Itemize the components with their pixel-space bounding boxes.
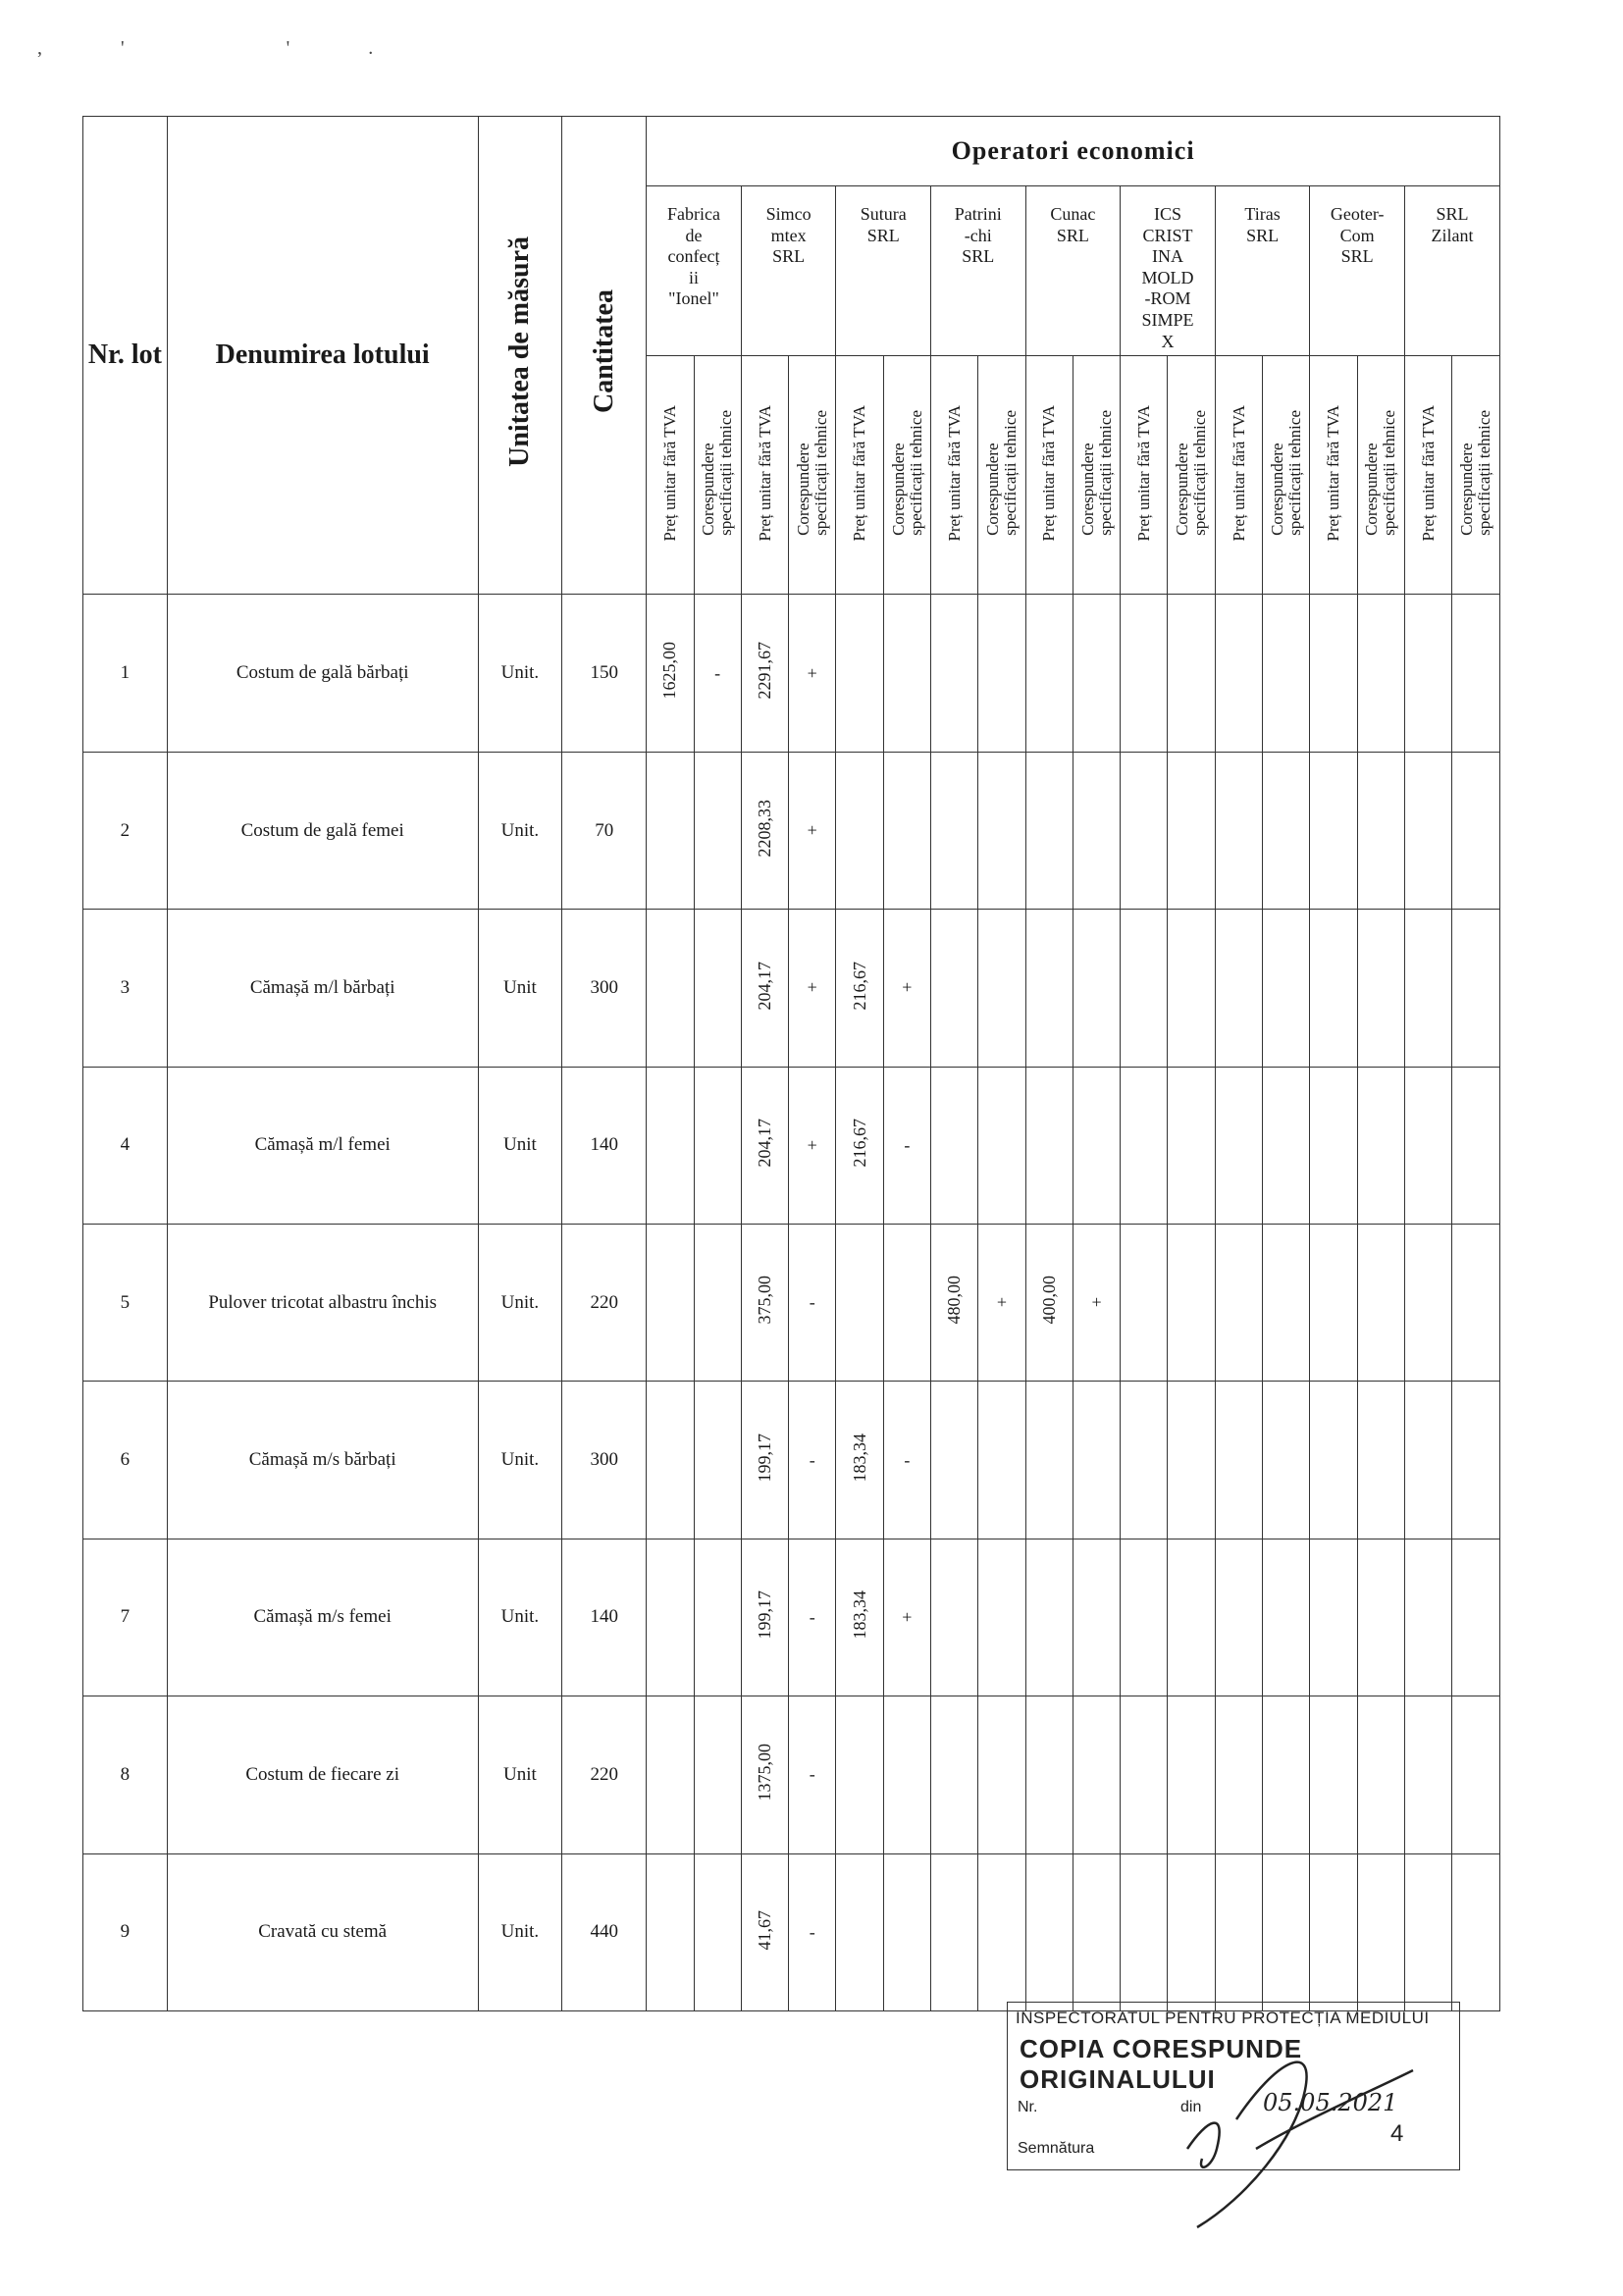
unit-price-cell: 1375,00 — [741, 1696, 788, 1853]
spec-compliance-cell — [1168, 1696, 1215, 1853]
lot-unit: Unit — [478, 1067, 562, 1224]
unit-price-cell — [931, 1382, 978, 1539]
unit-price-cell — [931, 752, 978, 909]
spec-compliance-cell — [1452, 1853, 1500, 2010]
unit-price-cell — [931, 1853, 978, 2010]
page-number: 4 — [1390, 2120, 1404, 2147]
unit-price-cell — [836, 752, 883, 909]
spec-compliance-cell — [883, 595, 930, 752]
spec-compliance-cell: - — [789, 1696, 836, 1853]
lot-quantity: 440 — [562, 1853, 647, 2010]
unit-price-cell — [1025, 1382, 1073, 1539]
unit-price-cell — [931, 1539, 978, 1696]
spec-compliance-cell — [1263, 1539, 1310, 1696]
spec-compliance-cell — [978, 1539, 1025, 1696]
spec-compliance-cell: - — [883, 1382, 930, 1539]
lot-quantity: 300 — [562, 910, 647, 1067]
table-row — [83, 1382, 1500, 1539]
spec-compliance-cell — [978, 1382, 1025, 1539]
unit-price-cell — [1025, 752, 1073, 909]
unit-price-cell — [1121, 1853, 1168, 2010]
lot-unit: Unit. — [478, 1382, 562, 1539]
unit-price-cell — [1404, 1539, 1451, 1696]
lot-number: 3 — [83, 910, 168, 1067]
unit-price-cell — [1025, 910, 1073, 1067]
unit-price-cell: 400,00 — [1025, 1224, 1073, 1381]
spec-compliance-cell — [1263, 910, 1310, 1067]
unit-price-cell — [1404, 1224, 1451, 1381]
spec-compliance-cell: + — [978, 1224, 1025, 1381]
unit-price-cell — [1025, 1853, 1073, 2010]
table-row — [83, 595, 1500, 752]
spec-compliance-cell — [1452, 595, 1500, 752]
spec-compliance-cell: + — [789, 595, 836, 752]
unit-price-cell — [1310, 1067, 1357, 1224]
spec-compliance-cell — [1073, 1067, 1120, 1224]
lot-unit: Unit — [478, 910, 562, 1067]
spec-compliance-cell — [1168, 910, 1215, 1067]
subheader-price: Preț unitar fără TVA — [836, 355, 883, 595]
unit-price-cell: 216,67 — [836, 1067, 883, 1224]
spec-compliance-cell — [1168, 595, 1215, 752]
unit-price-cell — [836, 1853, 883, 2010]
stamp-authority: INSPECTORATUL PENTRU PROTECȚIA MEDIULUI — [1016, 2009, 1430, 2027]
unit-price-cell: 199,17 — [741, 1539, 788, 1696]
spec-compliance-cell — [694, 910, 741, 1067]
lot-number: 5 — [83, 1224, 168, 1381]
unit-price-cell — [1215, 1382, 1262, 1539]
unit-price-cell — [647, 1539, 694, 1696]
unit-price-cell — [1025, 1067, 1073, 1224]
spec-compliance-cell — [1357, 1539, 1404, 1696]
lot-quantity: 300 — [562, 1382, 647, 1539]
spec-compliance-cell — [694, 1539, 741, 1696]
unit-price-cell: 183,34 — [836, 1382, 883, 1539]
table-row — [83, 1224, 1500, 1381]
unit-price-cell — [836, 1696, 883, 1853]
unit-price-cell — [1121, 1382, 1168, 1539]
lot-unit: Unit. — [478, 752, 562, 909]
operator-header: Sutura SRL — [836, 186, 931, 356]
subheader-price: Preț unitar fără TVA — [1310, 355, 1357, 595]
spec-compliance-cell — [978, 910, 1025, 1067]
unit-price-cell — [1404, 595, 1451, 752]
lot-name: Cămașă m/l bărbați — [167, 910, 478, 1067]
operator-header: Simco mtex SRL — [741, 186, 836, 356]
unit-price-cell: 375,00 — [741, 1224, 788, 1381]
unit-price-cell — [1215, 1224, 1262, 1381]
spec-compliance-cell — [1168, 1382, 1215, 1539]
unit-price-cell — [1310, 1853, 1357, 2010]
spec-compliance-cell — [1168, 1224, 1215, 1381]
spec-compliance-cell — [1357, 1224, 1404, 1381]
spec-compliance-cell — [883, 1853, 930, 2010]
unit-price-cell — [931, 910, 978, 1067]
unit-price-cell: 2208,33 — [741, 752, 788, 909]
unit-price-cell — [1310, 595, 1357, 752]
certification-stamp — [1007, 2002, 1460, 2170]
spec-compliance-cell — [1263, 752, 1310, 909]
unit-price-cell — [647, 1067, 694, 1224]
lot-number: 4 — [83, 1067, 168, 1224]
spec-compliance-cell: - — [789, 1539, 836, 1696]
lot-unit: Unit. — [478, 595, 562, 752]
unit-price-cell — [1310, 752, 1357, 909]
lot-number: 6 — [83, 1382, 168, 1539]
subheader-price: Preț unitar fără TVA — [1025, 355, 1073, 595]
spec-compliance-cell — [694, 1696, 741, 1853]
spec-compliance-cell — [1452, 1067, 1500, 1224]
subheader-spec: Corespundere specificații tehnice — [1073, 355, 1120, 595]
unit-price-cell — [1404, 910, 1451, 1067]
spec-compliance-cell — [978, 1067, 1025, 1224]
stamp-copy-statement: COPIA CORESPUNDE ORIGINALULUI — [1020, 2034, 1303, 2094]
spec-compliance-cell — [1073, 752, 1120, 909]
spec-compliance-cell: - — [789, 1224, 836, 1381]
unit-price-cell — [931, 1067, 978, 1224]
lot-quantity: 220 — [562, 1696, 647, 1853]
subheader-spec: Corespundere specificații tehnice — [1263, 355, 1310, 595]
unit-price-cell: 204,17 — [741, 1067, 788, 1224]
spec-compliance-cell — [1073, 1696, 1120, 1853]
spec-compliance-cell — [978, 1696, 1025, 1853]
spec-compliance-cell — [883, 1696, 930, 1853]
unit-price-cell — [647, 1382, 694, 1539]
header-cantitatea: Cantitatea — [562, 117, 647, 595]
lot-quantity: 220 — [562, 1224, 647, 1381]
spec-compliance-cell: + — [883, 1539, 930, 1696]
operator-header: Cunac SRL — [1025, 186, 1121, 356]
spec-compliance-cell: + — [1073, 1224, 1120, 1381]
unit-price-cell — [647, 752, 694, 909]
spec-compliance-cell — [978, 595, 1025, 752]
operator-header: Geoter- Com SRL — [1310, 186, 1405, 356]
unit-price-cell: 204,17 — [741, 910, 788, 1067]
unit-price-cell — [1025, 595, 1073, 752]
spec-compliance-cell — [883, 1224, 930, 1381]
operator-header: Fabrica de confecț ii "Ionel" — [647, 186, 742, 356]
unit-price-cell — [931, 595, 978, 752]
subheader-spec: Corespundere specificații tehnice — [1357, 355, 1404, 595]
spec-compliance-cell — [1263, 1382, 1310, 1539]
lot-name: Cămașă m/s femei — [167, 1539, 478, 1696]
unit-price-cell: 199,17 — [741, 1382, 788, 1539]
lot-name: Costum de fiecare zi — [167, 1696, 478, 1853]
operator-header: SRL Zilant — [1404, 186, 1499, 356]
spec-compliance-cell — [1452, 1224, 1500, 1381]
spec-compliance-cell — [1263, 1067, 1310, 1224]
spec-compliance-cell — [978, 1853, 1025, 2010]
unit-price-cell — [1121, 1696, 1168, 1853]
unit-price-cell — [1215, 1067, 1262, 1224]
lot-number: 1 — [83, 595, 168, 752]
spec-compliance-cell — [1263, 1224, 1310, 1381]
lot-number: 2 — [83, 752, 168, 909]
subheader-spec: Corespundere specificații tehnice — [978, 355, 1025, 595]
corner-marks: ,' '. — [37, 37, 452, 59]
unit-price-cell: 480,00 — [931, 1224, 978, 1381]
spec-compliance-cell — [1452, 1696, 1500, 1853]
unit-price-cell — [647, 1853, 694, 2010]
lot-number: 9 — [83, 1853, 168, 2010]
subheader-spec: Corespundere specificații tehnice — [883, 355, 930, 595]
unit-price-cell — [1310, 1382, 1357, 1539]
table-row — [83, 1853, 1500, 2010]
unit-price-cell — [1310, 1696, 1357, 1853]
spec-compliance-cell — [1452, 1539, 1500, 1696]
unit-price-cell — [1404, 1382, 1451, 1539]
table-row — [83, 1067, 1500, 1224]
lot-quantity: 70 — [562, 752, 647, 909]
table-row — [83, 1539, 1500, 1696]
spec-compliance-cell — [1452, 910, 1500, 1067]
subheader-price: Preț unitar fără TVA — [1404, 355, 1451, 595]
table-row — [83, 752, 1500, 909]
unit-price-cell — [1215, 1853, 1262, 2010]
unit-price-cell — [647, 910, 694, 1067]
lot-unit: Unit. — [478, 1853, 562, 2010]
unit-price-cell — [1215, 910, 1262, 1067]
spec-compliance-cell — [978, 752, 1025, 909]
unit-price-cell — [931, 1696, 978, 1853]
evaluation-table — [82, 116, 1500, 2011]
table-row — [83, 1696, 1500, 1853]
spec-compliance-cell — [1168, 1853, 1215, 2010]
unit-price-cell — [1215, 752, 1262, 909]
subheader-spec: Corespundere specificații tehnice — [694, 355, 741, 595]
spec-compliance-cell — [1357, 1067, 1404, 1224]
subheader-price: Preț unitar fără TVA — [741, 355, 788, 595]
unit-price-cell — [1404, 1696, 1451, 1853]
spec-compliance-cell — [1263, 1696, 1310, 1853]
header-denumirea-lotului: Denumirea lotului — [167, 117, 478, 595]
table-row — [83, 910, 1500, 1067]
unit-price-cell — [1215, 595, 1262, 752]
unit-price-cell — [1310, 910, 1357, 1067]
subheader-price: Preț unitar fără TVA — [647, 355, 694, 595]
subheader-spec: Corespundere specificații tehnice — [789, 355, 836, 595]
unit-price-cell — [1310, 1539, 1357, 1696]
operator-header: Tiras SRL — [1215, 186, 1310, 356]
subheader-spec: Corespundere specificații tehnice — [1452, 355, 1500, 595]
subheader-price: Preț unitar fără TVA — [931, 355, 978, 595]
spec-compliance-cell — [1357, 1853, 1404, 2010]
spec-compliance-cell — [1357, 910, 1404, 1067]
unit-price-cell — [647, 1696, 694, 1853]
lot-unit: Unit — [478, 1696, 562, 1853]
header-unitatea-de-masura: Unitatea de măsură — [478, 117, 562, 595]
unit-price-cell — [1025, 1696, 1073, 1853]
spec-compliance-cell — [1357, 752, 1404, 909]
spec-compliance-cell: + — [883, 910, 930, 1067]
spec-compliance-cell — [1168, 1539, 1215, 1696]
spec-compliance-cell — [1073, 910, 1120, 1067]
lot-name: Costum de gală bărbați — [167, 595, 478, 752]
spec-compliance-cell — [1357, 1696, 1404, 1853]
spec-compliance-cell — [1073, 1853, 1120, 2010]
unit-price-cell — [1404, 1853, 1451, 2010]
unit-price-cell — [1121, 910, 1168, 1067]
operator-header: ICS CRIST INA MOLD -ROM SIMPE X — [1121, 186, 1216, 356]
lot-quantity: 140 — [562, 1539, 647, 1696]
subheader-price: Preț unitar fără TVA — [1121, 355, 1168, 595]
spec-compliance-cell — [883, 752, 930, 909]
subheader-price: Preț unitar fără TVA — [1215, 355, 1262, 595]
unit-price-cell: 2291,67 — [741, 595, 788, 752]
unit-price-cell — [1121, 1224, 1168, 1381]
lot-unit: Unit. — [478, 1539, 562, 1696]
lot-number: 8 — [83, 1696, 168, 1853]
operator-header: Patrini -chi SRL — [931, 186, 1026, 356]
spec-compliance-cell — [1073, 1382, 1120, 1539]
spec-compliance-cell: - — [883, 1067, 930, 1224]
spec-compliance-cell — [1452, 1382, 1500, 1539]
lot-name: Cămașă m/s bărbați — [167, 1382, 478, 1539]
unit-price-cell: 216,67 — [836, 910, 883, 1067]
unit-price-cell — [1310, 1224, 1357, 1381]
unit-price-cell — [1215, 1539, 1262, 1696]
spec-compliance-cell: - — [694, 595, 741, 752]
spec-compliance-cell — [1073, 595, 1120, 752]
spec-compliance-cell: + — [789, 910, 836, 1067]
spec-compliance-cell — [694, 1067, 741, 1224]
spec-compliance-cell — [1263, 595, 1310, 752]
unit-price-cell — [836, 1224, 883, 1381]
unit-price-cell — [1404, 752, 1451, 909]
spec-compliance-cell — [694, 1853, 741, 2010]
stamp-nr-label: Nr. — [1018, 2099, 1038, 2115]
spec-compliance-cell — [694, 1224, 741, 1381]
unit-price-cell — [1121, 1539, 1168, 1696]
header-operatori-economici: Operatori economici — [647, 117, 1500, 186]
header-nr-lot: Nr. lot — [83, 117, 168, 595]
lot-quantity: 140 — [562, 1067, 647, 1224]
lot-name: Cămașă m/l femei — [167, 1067, 478, 1224]
spec-compliance-cell — [1073, 1539, 1120, 1696]
spec-compliance-cell — [1452, 752, 1500, 909]
unit-price-cell — [1121, 1067, 1168, 1224]
spec-compliance-cell — [1357, 595, 1404, 752]
spec-compliance-cell — [694, 1382, 741, 1539]
unit-price-cell — [1121, 595, 1168, 752]
spec-compliance-cell — [694, 752, 741, 909]
stamp-date: 05.05.2021 — [1263, 2089, 1398, 2116]
lot-name: Pulover tricotat albastru închis — [167, 1224, 478, 1381]
spec-compliance-cell — [1168, 752, 1215, 909]
spec-compliance-cell — [1263, 1853, 1310, 2010]
unit-price-cell — [1025, 1539, 1073, 1696]
spec-compliance-cell: - — [789, 1382, 836, 1539]
spec-compliance-cell — [1168, 1067, 1215, 1224]
unit-price-cell — [836, 595, 883, 752]
subheader-spec: Corespundere specificații tehnice — [1168, 355, 1215, 595]
unit-price-cell: 183,34 — [836, 1539, 883, 1696]
lot-number: 7 — [83, 1539, 168, 1696]
unit-price-cell — [1404, 1067, 1451, 1224]
stamp-signature-label: Semnătura — [1018, 2140, 1095, 2157]
unit-price-cell: 1625,00 — [647, 595, 694, 752]
lot-name: Costum de gală femei — [167, 752, 478, 909]
lot-name: Cravată cu stemă — [167, 1853, 478, 2010]
unit-price-cell — [647, 1224, 694, 1381]
unit-price-cell — [1121, 752, 1168, 909]
lot-unit: Unit. — [478, 1224, 562, 1381]
spec-compliance-cell — [1357, 1382, 1404, 1539]
unit-price-cell: 41,67 — [741, 1853, 788, 2010]
spec-compliance-cell: - — [789, 1853, 836, 2010]
spec-compliance-cell: + — [789, 1067, 836, 1224]
lot-quantity: 150 — [562, 595, 647, 752]
unit-price-cell — [1215, 1696, 1262, 1853]
spec-compliance-cell: + — [789, 752, 836, 909]
stamp-din-label: din — [1180, 2099, 1202, 2115]
